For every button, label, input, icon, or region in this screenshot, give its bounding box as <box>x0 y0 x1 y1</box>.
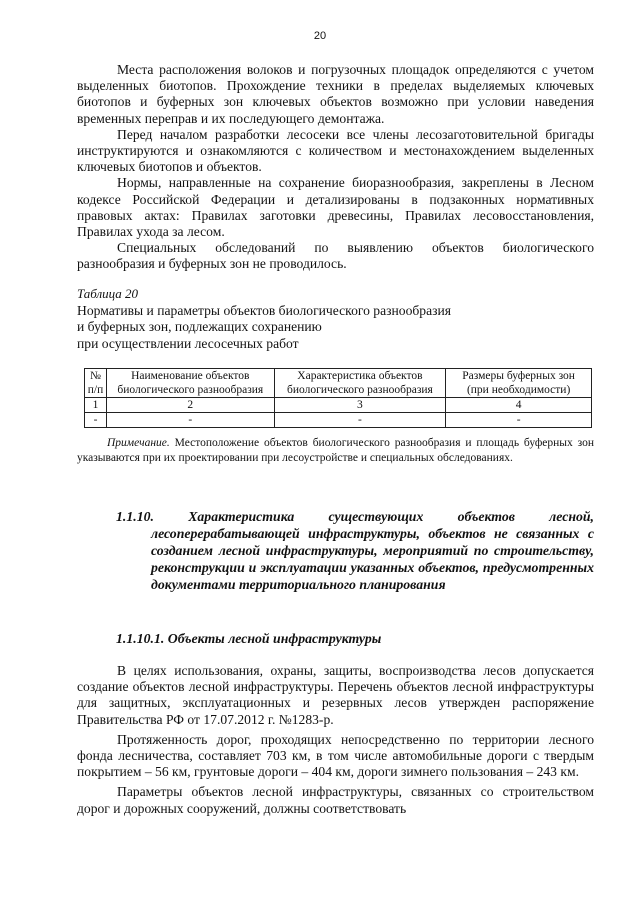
table-row <box>85 398 592 413</box>
paragraph: Параметры объектов лесной инфраструктуры, связанных со строительством дорог и дорожных сооружений, должны соответствовать <box>77 784 594 816</box>
paragraph: Перед началом разработки лесосеки все члены лесозаготовительной бригады инструктируются и ознакомляются с количеством и местонахождением выделенных ключевых биотопов и объектов. <box>77 126 594 175</box>
top-text-block <box>77 62 594 273</box>
header-cell: Размеры буферных зон (при необходимости) <box>446 369 592 398</box>
header-cell: № п/п <box>85 369 107 398</box>
section-heading-1-1-10-1 <box>116 630 594 647</box>
paragraph: Протяженность дорог, проходящих непосредственно по территории лесного фонда лесничества, составляет 703 км, в том числе автомобильные дороги с твердым покрытием – 56 км, грунтовые дороги – 404 км, дороги зимнего пользования – 243 км. <box>77 731 594 780</box>
table-cell: 3 <box>274 398 446 413</box>
biodiversity-table <box>84 368 592 428</box>
heading-text: 1.1.10.1. Объекты лесной инфраструктуры <box>116 631 382 646</box>
table-note <box>77 436 594 465</box>
table-cell: 2 <box>106 398 274 413</box>
heading-text: 1.1.10. Характеристика существующих объектов лесной, лесоперерабатывающей инфраструктуры, объектов не связанных с созданием лесной инфраструктуры, мероприятий по строительству, реконструкции и эксплуатации указанных объектов, предусмотренных документами территориального планирования <box>116 509 594 592</box>
table-row <box>85 413 592 428</box>
paragraph: Нормы, направленные на сохранение биоразнообразия, закреплены в Лесном кодексе Российской Федерации и детализированы в подзаконных нормативных правовых актах: Правилах заготовки древесины, Правилах лесовосстановления, Правилах ухода за лесом. <box>77 175 594 240</box>
table-header-row <box>85 369 592 398</box>
note-label: Примечание. <box>107 437 170 449</box>
table-title-line: при осуществлении лесосечных работ <box>77 335 299 351</box>
table-cell: 4 <box>446 398 592 413</box>
bottom-text-block <box>77 663 594 817</box>
table-cell: - <box>106 413 274 428</box>
header-cell: Характеристика объектов биологического разнообразия <box>274 369 446 398</box>
table-caption <box>77 286 594 352</box>
table-title-line: Нормативы и параметры объектов биологического разнообразия <box>77 303 452 319</box>
note-text: Местоположение объектов биологического разнообразия и площадь буферных зон указываются при их проектировании при лесоустройстве и специальных обследованиях. <box>77 437 594 464</box>
paragraph: В целях использования, охраны, защиты, воспроизводства лесов допускается создание объектов лесной инфраструктуры. Перечень объектов лесной инфраструктуры для защитных, эксплуатационных и резервных лесов утвержден распоряжение Правительства РФ от 17.07.2012 г. №1283-р. <box>77 663 594 727</box>
paragraph: Специальных обследований по выявлению объектов биологического разнообразия и буферных зон не проводилось. <box>77 240 594 272</box>
table-cell: - <box>446 413 592 428</box>
table-label: Таблица 20 <box>77 286 139 301</box>
header-cell: Наименование объектов биологического разнообразия <box>106 369 274 398</box>
page-number: 20 <box>313 30 327 42</box>
table-title-line: и буферных зон, подлежащих сохранению <box>77 319 322 335</box>
paragraph: Места расположения волоков и погрузочных площадок определяются с учетом выделенных биотопов. Прохождение техники в пределах выделяемых ключевых биотопов и буферных зон ключевых объектов возможно при условии наведения временных переправ и их последующего демонтажа. <box>77 62 594 126</box>
table-cell: - <box>85 413 107 428</box>
table-cell: 1 <box>85 398 107 413</box>
table-cell: - <box>274 413 446 428</box>
section-heading-1-1-10 <box>116 508 594 593</box>
